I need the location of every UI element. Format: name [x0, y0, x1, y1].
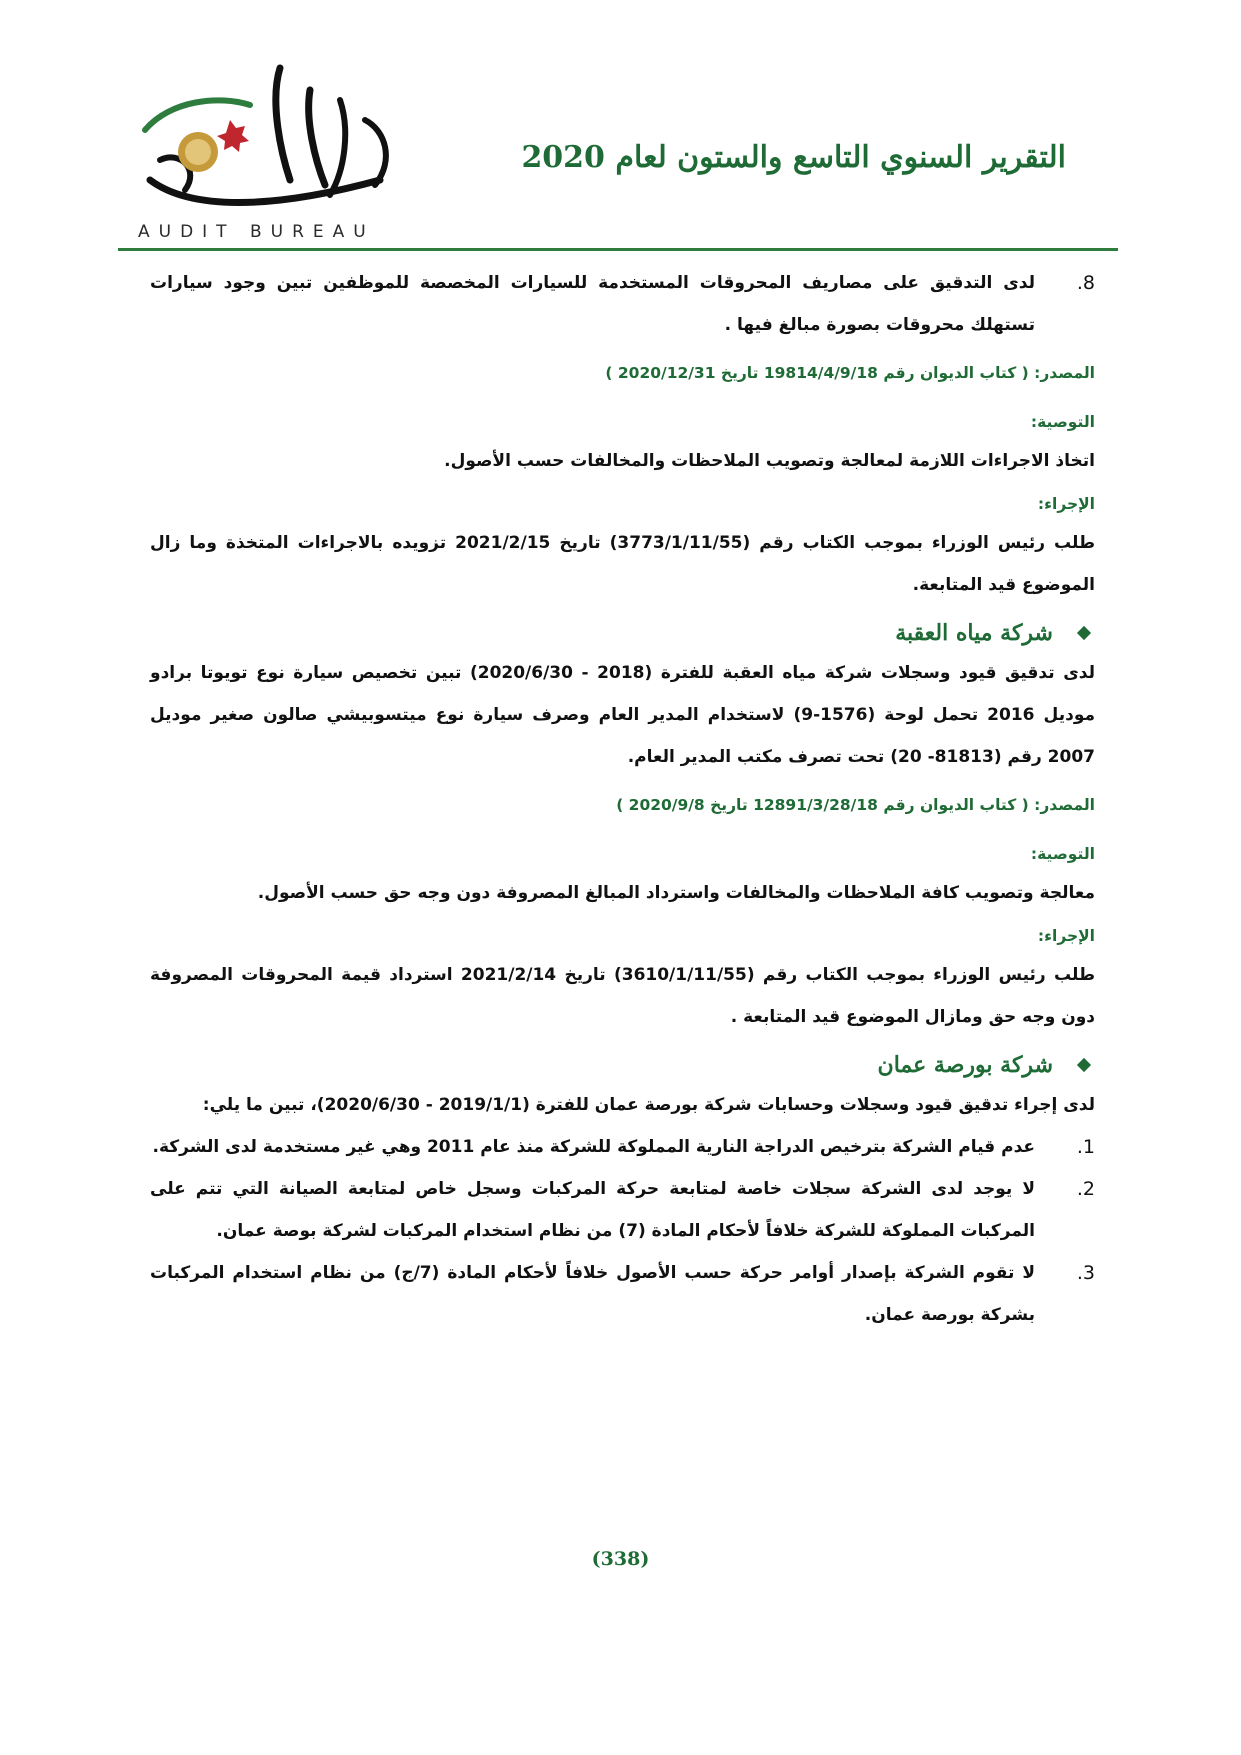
recommendation-text: معالجة وتصويب كافة الملاحظات والمخالفات واسترداد المبالغ المصروفة دون وجه حق حسب الأصول.: [257, 883, 1095, 903]
item-text: لا يوجد لدى الشركة سجلات خاصة لمتابعة حركة المركبات وسجل خاص لمتابعة الصيانة التي تتم على المركبات المملوكة للشركة خلافاً لأحكام المادة (7) من نظام استخدام المركبات لشركة بوصة عمان.: [150, 1179, 1035, 1241]
list-item: [150, 1168, 1095, 1252]
item-text: لا تقوم الشركة بإصدار أوامر حركة حسب الأصول خلافاً لأحكام المادة (7/ج) من نظام استخدام المركبات بشركة بورصة عمان.: [150, 1263, 1035, 1325]
source-reference: المصدر: ( كتاب الديوان رقم 19814/4/9/18 تاريخ 2020/12/31 ): [605, 364, 1095, 382]
list-item: [150, 262, 1095, 346]
header-divider: [118, 248, 1118, 251]
item-number: 3.: [1076, 1262, 1095, 1284]
bullet-diamond-icon: [1077, 626, 1091, 640]
logo-calligraphy-icon: [130, 60, 420, 220]
list-item: [150, 1126, 1095, 1168]
section-heading-amman: [150, 1052, 1095, 1078]
bullet-diamond-icon: [1077, 1058, 1091, 1072]
action-label: الإجراء:: [1037, 927, 1095, 945]
source-reference: المصدر: ( كتاب الديوان رقم 12891/3/28/18 تاريخ 2020/9/8 ): [616, 796, 1095, 814]
item-number: 8.: [1076, 272, 1095, 294]
page-number: (338): [591, 1548, 650, 1570]
item-number: 1.: [1076, 1136, 1095, 1158]
item-text: لدى التدقيق على مصاريف المحروقات المستخدمة للسيارات المخصصة للموظفين تبين وجود سيارات تستهلك محروقات بصورة مبالغ فيها .: [150, 273, 1035, 335]
section-title: شركة مياه العقبة: [895, 620, 1053, 646]
recommendation-label: التوصية:: [1030, 845, 1095, 863]
action-text: طلب رئيس الوزراء بموجب الكتاب رقم (3610/1/11/55) تاريخ 2021/2/14 استرداد قيمة المحروقات المصروفة دون وجه حق ومازال الموضوع قيد المتابعة .: [150, 965, 1095, 1027]
audit-bureau-logo: [120, 60, 420, 250]
section-intro: لدى إجراء تدقيق قيود وسجلات وحسابات شركة بورصة عمان للفترة (2019/1/1 - 2020/6/30)، تبين ما يلي:: [202, 1095, 1095, 1115]
recommendation-text: اتخاذ الاجراءات اللازمة لمعالجة وتصويب الملاحظات والمخالفات حسب الأصول.: [444, 451, 1095, 471]
document-body: [150, 262, 1095, 1336]
action-label: الإجراء:: [1037, 495, 1095, 513]
action-text: طلب رئيس الوزراء بموجب الكتاب رقم (3773/1/11/55) تاريخ 2021/2/15 تزويده بالاجراءات المتخذة وما زال الموضوع قيد المتابعة.: [150, 533, 1095, 595]
list-item: [150, 1252, 1095, 1336]
section-title: شركة بورصة عمان: [877, 1052, 1053, 1078]
section-text: لدى تدقيق قيود وسجلات شركة مياه العقبة للفترة (2018 - 2020/6/30) تبين تخصيص سيارة نوع تويوتا برادو موديل 2016 تحمل لوحة (1576-9) لاستخدام المدير العام وصرف سيارة نوع ميتسوبيشي صالون صغير موديل 2007 رقم (81813- 20) تحت تصرف مكتب المدير العام.: [150, 663, 1096, 767]
recommendation-label: التوصية:: [1030, 413, 1095, 431]
logo-brand-text: AUDIT BUREAU: [138, 222, 375, 242]
section-heading-aqaba: [150, 620, 1095, 646]
item-number: 2.: [1076, 1178, 1095, 1200]
item-text: عدم قيام الشركة بترخيص الدراجة النارية المملوكة للشركة منذ عام 2011 وهي غير مستخدمة لدى الشركة.: [152, 1137, 1035, 1157]
report-title: التقرير السنوي التاسع والستون لعام 2020: [521, 140, 1066, 175]
